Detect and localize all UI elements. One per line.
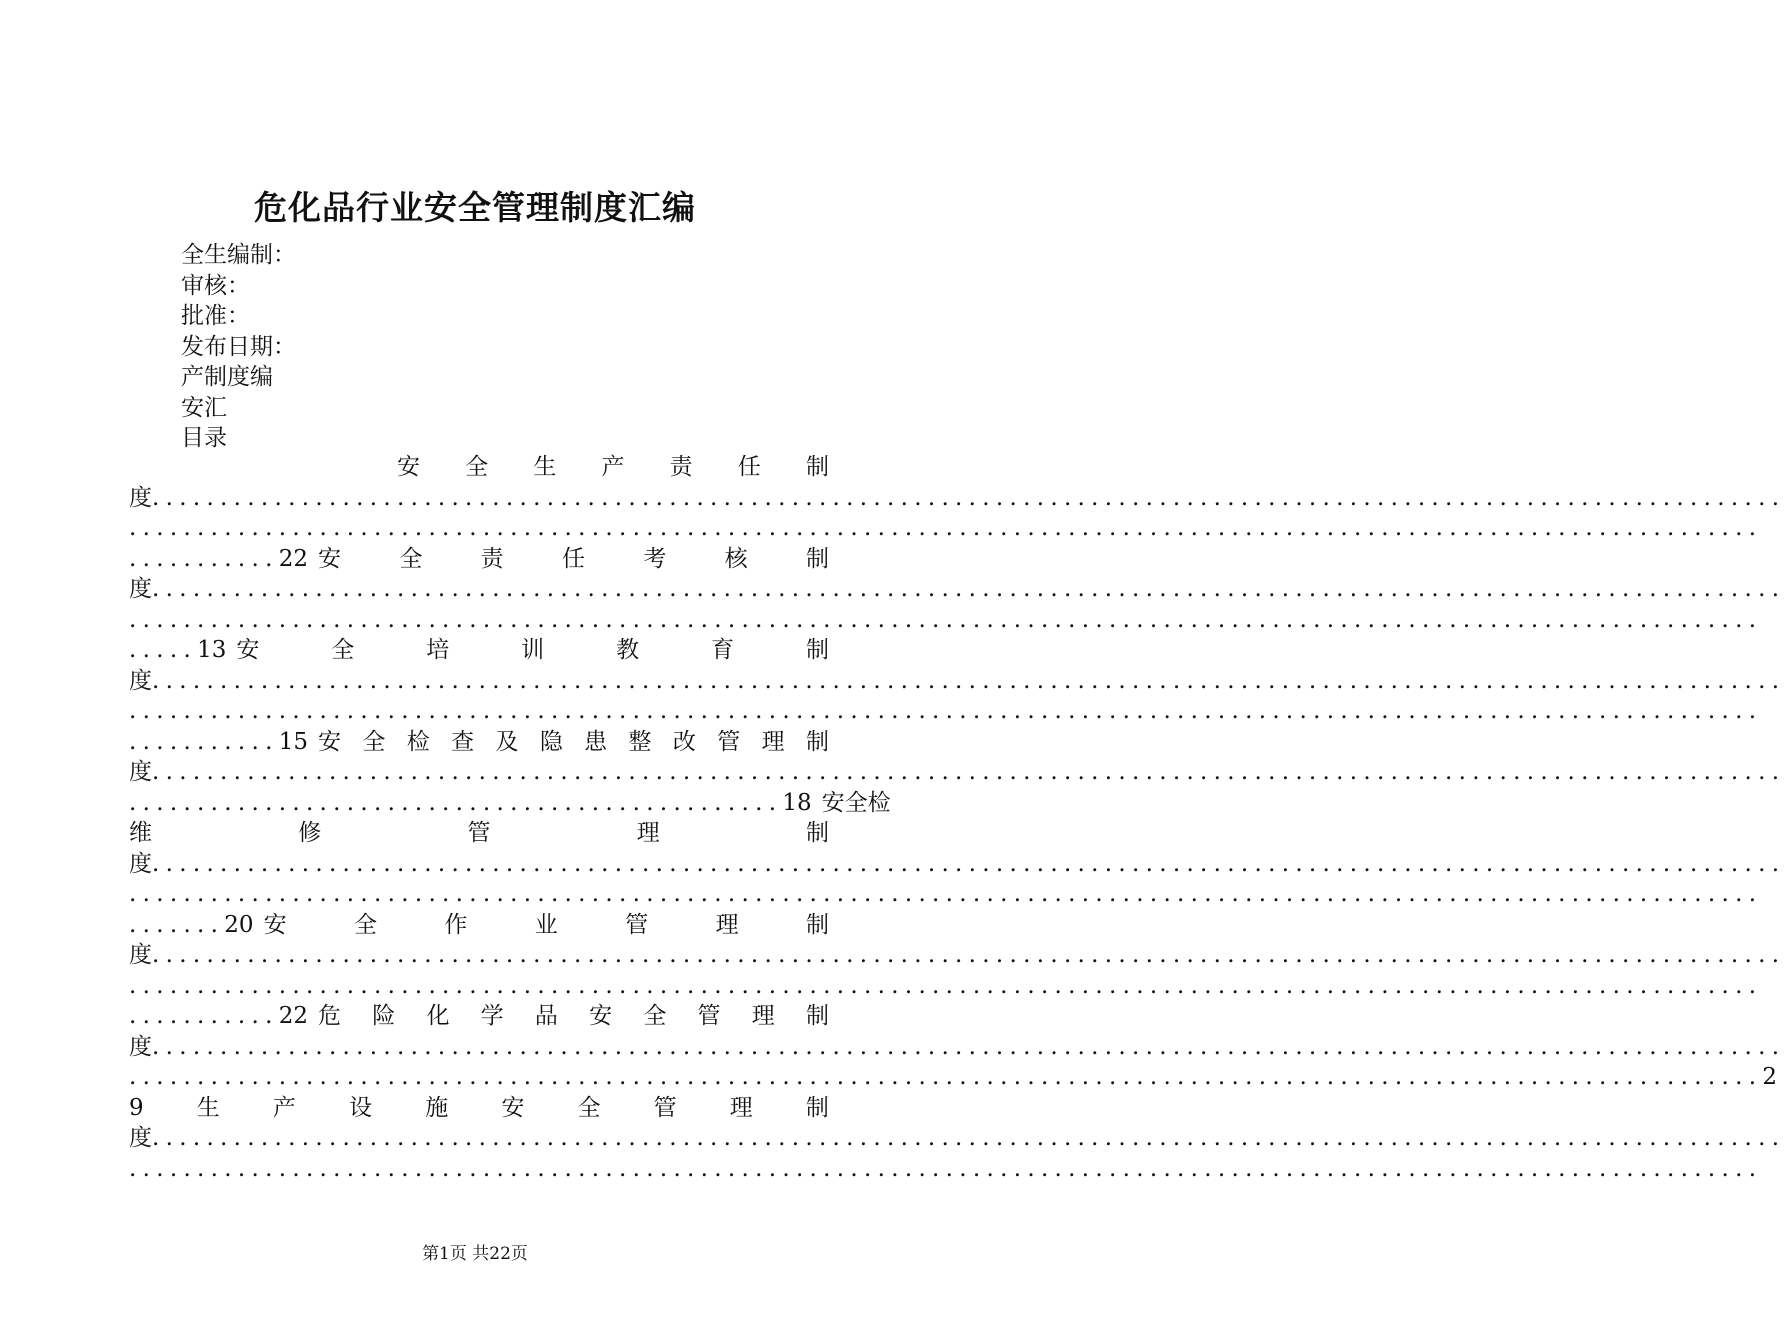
toc-page-number: 15 [278, 728, 309, 755]
toc-word: 任 [562, 545, 585, 572]
toc-entry-title [318, 727, 829, 758]
toc-word: 产 [272, 1094, 296, 1121]
toc-word: 训 [521, 637, 545, 663]
meta-block [181, 240, 296, 454]
toc-word: 安 [318, 728, 342, 755]
toc-word: 理 [636, 820, 660, 846]
toc-leader-dots: ................................................ [129, 789, 783, 816]
toc-leader-dots: ........... [129, 1003, 279, 1029]
toc-line-start: 度 [129, 759, 152, 785]
toc-leader-dots: ........................................................................................................................ [152, 1033, 1785, 1060]
meta-line-approve: 批准： [181, 303, 250, 329]
toc-page-number: 18 [782, 789, 812, 816]
toc-word: 责 [669, 454, 693, 480]
toc-word: 理 [715, 911, 739, 938]
toc-line [129, 1123, 1785, 1154]
toc-leader-dots: ........................................................................................................................ [152, 759, 1785, 785]
toc-leader-dots: ....... [129, 911, 225, 938]
toc-word: 全 [577, 1094, 601, 1121]
toc-word: 核 [724, 545, 748, 572]
toc-word: 制 [805, 1003, 829, 1029]
toc-word: 育 [711, 637, 735, 663]
toc-line [129, 1062, 1777, 1093]
toc-word: 改 [672, 728, 696, 755]
toc-word: 生 [196, 1094, 220, 1121]
toc-line-start: 度 [129, 1033, 152, 1060]
toc-word: 管 [697, 1003, 721, 1029]
toc-word: 理 [729, 1094, 753, 1121]
toc-leader-dots: ........................................................................................................................ [152, 1125, 1785, 1151]
toc-line [129, 1001, 829, 1032]
toc-line [129, 544, 829, 575]
toc-entry-title [822, 788, 891, 819]
toc-page-number: 20 [224, 911, 254, 938]
toc-word: 检 [867, 789, 891, 816]
toc-leader-dots: ........................................................................................................................ [152, 850, 1785, 877]
toc-line-start: 度 [129, 667, 152, 694]
toc-word: 全 [844, 789, 868, 816]
toc-word: 安 [821, 789, 845, 816]
toc-entry-title [264, 910, 829, 941]
toc-line [129, 483, 1785, 514]
toc-leader-dots: ........................................................................................................................ [152, 484, 1785, 511]
toc-word: 管 [467, 820, 491, 846]
toc-word: 全 [362, 728, 386, 755]
toc-line [129, 574, 1785, 605]
toc-line [129, 910, 829, 941]
toc-word: 全 [331, 637, 355, 663]
toc-word: 作 [444, 911, 468, 938]
toc-word: 施 [425, 1094, 449, 1121]
toc-line [129, 940, 1785, 971]
toc-word: 学 [480, 1003, 504, 1029]
toc-page-number: 2 [1762, 1064, 1777, 1090]
toc-word: 理 [761, 728, 785, 755]
toc-entry-title [236, 635, 829, 666]
toc-word: 全 [353, 911, 377, 938]
toc-line-start: 度 [129, 1125, 152, 1151]
meta-line-compiler: 全生编制： [181, 242, 296, 268]
toc-page-number: 22 [278, 545, 309, 572]
meta-line-date: 发布日期： [181, 333, 296, 360]
toc-word: 产 [601, 454, 625, 480]
toc-word: 考 [643, 545, 667, 572]
toc-heading: 目录 [181, 425, 227, 451]
toc-word: 修 [298, 820, 322, 846]
toc-word: 全 [399, 545, 423, 572]
toc-word: 生 [533, 454, 557, 480]
toc-word: 培 [426, 637, 450, 663]
toc-word: 及 [495, 728, 519, 755]
toc-word: 制 [805, 545, 829, 572]
toc-leader-dots: ........................................................................................................................ [129, 606, 1763, 633]
toc-word: 制 [805, 637, 829, 663]
toc-word: 理 [751, 1003, 775, 1029]
toc-word: 制 [805, 1094, 829, 1121]
toc-leader-dots: ........................................................................................................................ [152, 667, 1785, 694]
toc-word: 制 [805, 454, 829, 480]
toc-leader-dots: ........................................................................................................................ [152, 576, 1785, 602]
toc-line [129, 1032, 1785, 1063]
toc-line [129, 818, 829, 849]
toc-word: 安 [236, 637, 260, 663]
toc-word: 检 [406, 728, 430, 755]
document-title: 危化品行业安全管理制度汇编 [254, 188, 696, 227]
toc-line [129, 788, 891, 819]
toc-leader-dots: ........................................................................................................................ [129, 972, 1763, 999]
toc-word: 安 [318, 545, 342, 572]
toc-word: 查 [451, 728, 475, 755]
toc-word: 管 [717, 728, 741, 755]
toc-word: 全 [465, 454, 489, 480]
toc-leader-dots: ........................................................................................................................ [129, 1155, 1763, 1182]
toc-line-start: 度 [129, 850, 152, 877]
toc-word: 隐 [539, 728, 563, 755]
toc-line [129, 849, 1785, 880]
table-of-contents [129, 452, 1785, 1184]
toc-word: 维 [129, 820, 152, 846]
toc-leader-dots: ..... [129, 637, 198, 663]
toc-leader-dots: ........... [129, 545, 279, 572]
toc-line [129, 757, 1785, 788]
meta-line-fragment-2: 安汇 [181, 394, 227, 421]
toc-word: 安 [501, 1094, 525, 1121]
toc-line-start: 度 [129, 576, 152, 602]
toc-word: 危 [318, 1003, 342, 1029]
toc-word: 管 [653, 1094, 677, 1121]
toc-line-start: 度 [129, 942, 152, 968]
toc-word: 化 [426, 1003, 450, 1029]
toc-leader-dots: ........................................................................................................................ [129, 698, 1763, 724]
toc-line-start: 度 [129, 484, 152, 511]
toc-leader-dots: ........................................................................................................................ [129, 515, 1763, 541]
toc-word: 安 [397, 454, 420, 480]
toc-word: 9 [129, 1094, 144, 1121]
toc-word: 安 [589, 1003, 613, 1029]
toc-word: 全 [643, 1003, 667, 1029]
toc-entry-title [318, 1001, 829, 1032]
toc-page-number: 13 [197, 637, 227, 663]
toc-leader-dots: ........................................................................................................................ [129, 1064, 1763, 1090]
toc-word: 整 [628, 728, 652, 755]
toc-word: 患 [584, 728, 608, 755]
toc-page-number: 22 [278, 1003, 309, 1029]
toc-word: 险 [372, 1003, 396, 1029]
toc-word: 制 [806, 911, 829, 938]
toc-word: 安 [263, 911, 287, 938]
toc-word: 任 [737, 454, 761, 480]
toc-line [129, 635, 829, 666]
toc-word: 设 [349, 1094, 373, 1121]
toc-line [129, 452, 829, 483]
toc-line [129, 1093, 829, 1124]
toc-word: 业 [534, 911, 558, 938]
toc-word: 制 [805, 728, 829, 755]
toc-word: 制 [806, 820, 829, 846]
toc-entry-title [318, 544, 829, 575]
toc-line [129, 727, 829, 758]
toc-word: 品 [534, 1003, 558, 1029]
toc-word: 教 [616, 637, 640, 663]
toc-leader-dots: ........... [129, 728, 279, 755]
toc-line [129, 666, 1785, 697]
toc-leader-dots: ........................................................................................................................ [152, 942, 1785, 968]
page-footer: 第1页 共22页 [422, 1244, 528, 1264]
meta-line-review: 审核： [181, 272, 250, 299]
toc-word: 责 [480, 545, 504, 572]
toc-leader-dots: ........................................................................................................................ [129, 881, 1763, 907]
toc-word: 管 [625, 911, 649, 938]
meta-line-fragment-1: 产制度编 [181, 364, 273, 390]
